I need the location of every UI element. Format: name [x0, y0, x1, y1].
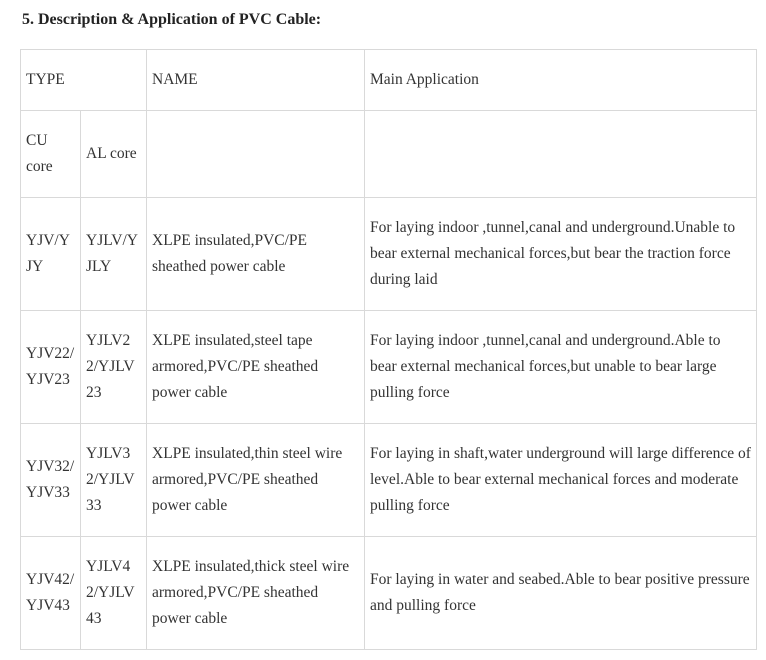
pvc-cable-table [20, 49, 757, 650]
cell-cu-type: YJV/YJY [21, 198, 81, 311]
section-heading: 5. Description & Application of PVC Cable: [22, 11, 322, 28]
header-name: NAME [147, 50, 365, 111]
subheader-al-core: AL core [81, 111, 147, 198]
cell-al-type: YJLV42/YJLV43 [81, 537, 147, 650]
table-row [21, 537, 757, 650]
cell-main-application: For laying in water and seabed.Able to bear positive pressure and pulling force [365, 537, 757, 650]
header-application: Main Application [365, 50, 757, 111]
table-row [21, 311, 757, 424]
cell-cu-type: YJV32/YJV33 [21, 424, 81, 537]
cell-al-type: YJLV/YJLY [81, 198, 147, 311]
cell-al-type: YJLV22/YJLV23 [81, 311, 147, 424]
cell-cable-name: XLPE insulated,thin steel wire armored,PVC/PE sheathed power cable [147, 424, 365, 537]
subheader-row [21, 111, 757, 198]
subheader-cu-core: CU core [21, 111, 81, 198]
table-row [21, 424, 757, 537]
table-row [21, 198, 757, 311]
cell-main-application: For laying in shaft,water underground will large difference of level.Able to bear external mechanical forces and moderate pulling force [365, 424, 757, 537]
cell-cu-type: YJV42/YJV43 [21, 537, 81, 650]
header-type: TYPE [21, 50, 147, 111]
subheader-empty-name [147, 111, 365, 198]
cell-al-type: YJLV32/YJLV33 [81, 424, 147, 537]
subheader-empty-application [365, 111, 757, 198]
cell-cable-name: XLPE insulated,thick steel wire armored,PVC/PE sheathed power cable [147, 537, 365, 650]
cell-main-application: For laying indoor ,tunnel,canal and underground.Able to bear external mechanical forces,but unable to bear large pulling force [365, 311, 757, 424]
header-row [21, 50, 757, 111]
cell-cable-name: XLPE insulated,steel tape armored,PVC/PE sheathed power cable [147, 311, 365, 424]
cell-cu-type: YJV22/YJV23 [21, 311, 81, 424]
cell-main-application: For laying indoor ,tunnel,canal and underground.Unable to bear external mechanical forces,but bear the traction force during laid [365, 198, 757, 311]
cell-cable-name: XLPE insulated,PVC/PE sheathed power cable [147, 198, 365, 311]
